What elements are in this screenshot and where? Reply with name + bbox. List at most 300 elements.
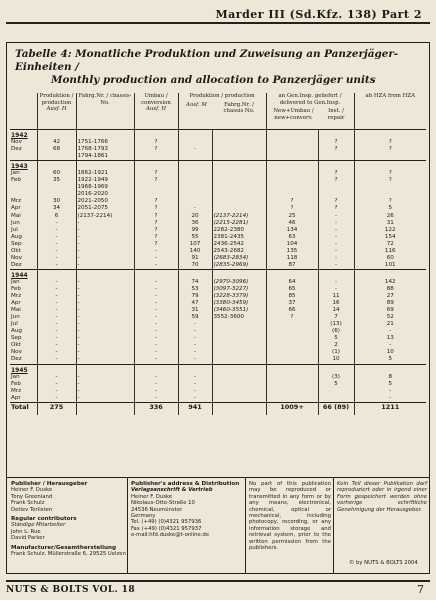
table-row (10, 388, 426, 395)
table-cell (212, 388, 266, 395)
table-cell: 11 (318, 293, 354, 300)
table-cell: 53 (178, 286, 212, 293)
table-cell: - (134, 314, 178, 321)
month-cell: Feb (11, 285, 21, 292)
table-cell: ? (134, 139, 178, 146)
table-cell: - (178, 321, 212, 328)
col-production-h: Produktion / production Ausf. H (37, 93, 76, 130)
table-cell (266, 364, 318, 374)
table-cell: ? (134, 213, 178, 220)
year-row (10, 161, 426, 171)
table-row (10, 300, 426, 307)
month-cell: Dez (10, 146, 37, 161)
table-cell: ? (318, 170, 354, 177)
table-cell (266, 342, 318, 349)
col-conversion: Umbau / conversion Ausf. H (134, 93, 178, 130)
table-cell: - (37, 395, 76, 403)
year-label: 1945 (11, 366, 28, 374)
table-row (10, 395, 426, 403)
total-production-m: 941 (178, 402, 212, 415)
year-label: 1942 (11, 132, 28, 139)
table-cell: ? (354, 198, 426, 205)
table-cell: - (134, 356, 178, 364)
table-cell: 2381-2435 (212, 234, 266, 241)
table-cell: 140 (178, 248, 212, 255)
table-cell (354, 130, 426, 140)
table-cell: 70 (178, 262, 212, 270)
table-cell: 47 (178, 300, 212, 307)
table-cell: - (354, 342, 426, 349)
table-cell: 74 (178, 279, 212, 286)
table-cell: - (76, 279, 134, 286)
table-row (10, 349, 426, 356)
table-cell: 116 (354, 248, 426, 255)
table-cell (212, 170, 266, 177)
table-cell (212, 374, 266, 381)
table-cell: - (37, 241, 76, 248)
table-cell: ? (134, 241, 178, 248)
table-cell: 2 (318, 342, 354, 349)
table-cell: 122 (354, 227, 426, 234)
table-cell: - (178, 146, 212, 161)
table-cell: 10 (354, 349, 426, 356)
table-cell: 14 (318, 307, 354, 314)
table-cell: 142 (354, 279, 426, 286)
table-cell: 13 (354, 335, 426, 342)
table-cell (37, 161, 76, 171)
table-cell: - (318, 241, 354, 248)
copyright: © by NUTS & BOLTS 2004 (349, 560, 418, 566)
month-cell: Mrz (11, 387, 22, 394)
table-cell: - (76, 286, 134, 293)
address-subheading: Verlagsanschrift & Vertrieb (131, 487, 213, 494)
month-cell: Apr (11, 300, 21, 307)
table-cell: - (76, 248, 134, 255)
table-cell: 7 (318, 314, 354, 321)
table-row (10, 314, 426, 321)
notice-german: Kein Teil dieser Publikation darf reproduziert oder in irgend einer Form gespeichert werden ohne vorherige schriftliche Genehmigung der Herausgeber. (337, 481, 427, 513)
table-cell: 85 (266, 293, 318, 300)
table-cell: - (134, 395, 178, 403)
address-line: Nikolaus-Otto-Straße 10 (131, 500, 195, 507)
table-cell: 30 (37, 198, 76, 205)
table-row (10, 205, 426, 212)
month-cell: Okt (11, 342, 21, 349)
table-cell: - (134, 388, 178, 395)
table-cell: - (76, 321, 134, 328)
month-cell: Dez (10, 262, 37, 270)
table-row (10, 241, 426, 248)
table-cell (76, 161, 134, 171)
table-row (10, 146, 426, 161)
table-cell (178, 161, 212, 171)
table-row (10, 335, 426, 342)
month-cell: Jul (11, 226, 18, 233)
table-cell (266, 321, 318, 328)
table-cell: - (37, 328, 76, 335)
table-row (10, 286, 426, 293)
table-cell (266, 161, 318, 171)
table-cell: 2051-2075 (76, 205, 134, 212)
table-cell: (2137-2214) (212, 213, 266, 220)
table-cell: - (134, 248, 178, 255)
table-cell: - (178, 349, 212, 356)
month-cell: Nov (11, 254, 22, 261)
table-cell: 101 (354, 262, 426, 270)
contributor-name: John L. Rue (11, 528, 41, 535)
table-cell (266, 395, 318, 403)
table-cell: - (76, 262, 134, 270)
table-cell: - (76, 227, 134, 234)
table-cell (266, 269, 318, 279)
total-chassis-h (76, 402, 134, 415)
col-production-m: Produktion / production Ausf. M Fahrg.Nr. / chassis No. (178, 93, 266, 130)
table-cell (37, 269, 76, 279)
total-chassis-m (212, 402, 266, 415)
total-from-hza: 1211 (354, 402, 426, 415)
table-cell: 8 (354, 374, 426, 381)
table-row (10, 321, 426, 328)
table-row (10, 307, 426, 314)
table-cell: 134 (266, 227, 318, 234)
table-cell: (3380-3459) (212, 300, 266, 307)
table-cell: 21 (354, 321, 426, 328)
table-cell: - (76, 241, 134, 248)
table-cell: 89 (354, 300, 426, 307)
table-cell: 26 (354, 213, 426, 220)
table-cell (212, 328, 266, 335)
table-cell: - (76, 220, 134, 227)
table-cell: (3460-3551) (212, 307, 266, 314)
table-cell: - (178, 335, 212, 342)
table-cell (212, 381, 266, 388)
table-cell: - (134, 328, 178, 335)
table-cell: - (76, 335, 134, 342)
table-row (10, 262, 426, 270)
month-cell: Mai (11, 307, 21, 314)
imprint-divider (245, 478, 246, 573)
table-cell: - (37, 279, 76, 286)
table-cell: - (76, 395, 134, 403)
table-cell: 55 (178, 234, 212, 241)
table-cell: ? (266, 205, 318, 212)
footer-rule (6, 580, 430, 582)
imprint-divider (333, 478, 334, 573)
table-row (10, 220, 426, 227)
month-cell: Sep (11, 335, 22, 342)
table-cell (212, 269, 266, 279)
table-title (15, 48, 423, 87)
table-cell: 2543-2682 (212, 248, 266, 255)
table-cell: ? (134, 205, 178, 212)
table-cell: 2021-2050 (76, 198, 134, 205)
table-cell: - (134, 300, 178, 307)
table-cell (266, 130, 318, 140)
table-cell (212, 356, 266, 364)
table-cell: ? (318, 139, 354, 146)
table-cell (266, 388, 318, 395)
table-cell: 91 (178, 255, 212, 262)
table-cell: - (318, 213, 354, 220)
total-delivered: 1009+ (266, 402, 318, 415)
table-cell: (3097-3227) (212, 286, 266, 293)
contributors-heading: Regular contributors (11, 516, 77, 523)
table-cell (212, 342, 266, 349)
table-cell (178, 139, 212, 146)
table-cell: 2282-2380 (212, 227, 266, 234)
table-row (10, 177, 426, 198)
year-row (10, 269, 426, 279)
table-cell (178, 170, 212, 177)
table-cell: 1751-1766 (76, 139, 134, 146)
month-cell: Mrz (11, 293, 22, 300)
table-cell: ? (318, 198, 354, 205)
table-cell (134, 161, 178, 171)
table-cell: 5 (354, 356, 426, 364)
month-cell: Jun (11, 219, 20, 226)
imprint-box (6, 478, 430, 574)
table-cell: - (134, 381, 178, 388)
month-cell: Aug (11, 233, 22, 240)
table-cell (266, 335, 318, 342)
table-cell (212, 161, 266, 171)
address-line: Fax (+49) (0)4321 957937 (131, 525, 202, 532)
month-cell: Jan (11, 373, 20, 380)
table-row (10, 381, 426, 388)
table-cell: ? (318, 205, 354, 212)
table-cell (354, 161, 426, 171)
publisher-name: Tony Greenland (11, 493, 53, 500)
table-cell: - (37, 286, 76, 293)
table-cell: ? (134, 220, 178, 227)
imprint-publishers (11, 481, 125, 557)
table-cell: - (37, 342, 76, 349)
table-row (10, 279, 426, 286)
table-cell: 37 (266, 300, 318, 307)
table-cell (212, 130, 266, 140)
table-cell: 66 (266, 307, 318, 314)
table-cell (37, 364, 76, 374)
table-cell (318, 161, 354, 171)
footer-title: NUTS & BOLTS VOL. 18 (6, 585, 135, 595)
table-cell: 104 (266, 241, 318, 248)
table-row (10, 227, 426, 234)
table-cell: - (318, 279, 354, 286)
table-cell: - (37, 307, 76, 314)
table-cell (318, 364, 354, 374)
table-cell (354, 269, 426, 279)
table-cell: 69 (354, 307, 426, 314)
table-cell (134, 130, 178, 140)
year-row (10, 130, 426, 140)
table-cell: - (318, 255, 354, 262)
table-cell: 20 (178, 213, 212, 220)
table-cell (266, 177, 318, 198)
table-cell: ? (266, 198, 318, 205)
table-cell: - (76, 314, 134, 321)
table-cell: (2683-2834) (212, 255, 266, 262)
table-cell (178, 198, 212, 205)
address-line: Heiner F. Duske (131, 493, 173, 500)
table-cell: - (178, 328, 212, 335)
production-table (10, 93, 426, 415)
table-cell: - (178, 205, 212, 212)
publisher-heading: Publisher / Herausgeber (11, 481, 88, 487)
table-cell (134, 364, 178, 374)
table-cell (266, 170, 318, 177)
table-cell: - (134, 374, 178, 381)
table-cell: - (318, 220, 354, 227)
table-cell: - (76, 374, 134, 381)
table-cell (212, 139, 266, 146)
table-cell: - (134, 262, 178, 270)
table-cell: (1) (318, 349, 354, 356)
table-cell (266, 146, 318, 161)
table-cell (212, 335, 266, 342)
manufacturer-heading: Manufacturer/Gesamtherstellung (11, 544, 116, 551)
month-cell: Mrz (11, 198, 22, 205)
table-frame (6, 42, 430, 478)
table-cell: - (37, 388, 76, 395)
table-cell: 3552-3600 (212, 314, 266, 321)
table-cell: ? (354, 170, 426, 177)
table-cell (266, 356, 318, 364)
table-cell: - (76, 356, 134, 364)
table-cell: ? (354, 177, 426, 198)
month-cell: Jan (11, 170, 20, 177)
month-cell: Okt (11, 247, 21, 254)
table-cell (178, 269, 212, 279)
table-cell: (2835-2969) (212, 262, 266, 270)
table-cell: - (37, 381, 76, 388)
total-label: Total (10, 402, 37, 415)
table-cell: - (37, 314, 76, 321)
table-cell: - (178, 395, 212, 403)
table-cell: 68 (37, 146, 76, 161)
table-cell: - (134, 279, 178, 286)
table-cell: - (178, 342, 212, 349)
col-chassis-h: Fahrg.Nr. / chassis-No. (76, 93, 134, 130)
table-cell: - (178, 356, 212, 364)
table-cell: - (76, 293, 134, 300)
table-cell (318, 395, 354, 403)
table-cell (178, 364, 212, 374)
table-cell: - (76, 342, 134, 349)
table-cell: - (37, 262, 76, 270)
month-cell: Nov (11, 349, 22, 356)
table-cell: - (134, 349, 178, 356)
month-header (10, 93, 37, 130)
col-from-hza: ab HZA from HZA (354, 93, 426, 130)
table-cell: - (318, 248, 354, 255)
table-cell: - (134, 342, 178, 349)
table-cell: - (318, 227, 354, 234)
table-cell (178, 177, 212, 198)
table-row (10, 255, 426, 262)
table-row (10, 248, 426, 255)
table-cell: (2970-3096) (212, 279, 266, 286)
table-cell (266, 349, 318, 356)
table-cell: - (37, 356, 76, 364)
table-cell: - (76, 349, 134, 356)
running-header: Marder III (Sd.Kfz. 138) Part 2 (215, 8, 422, 21)
month-cell: Jul (11, 321, 18, 328)
table-cell: 99 (178, 227, 212, 234)
publisher-name: Frank Schulz (11, 500, 45, 507)
table-cell: - (134, 321, 178, 328)
title-line-1: Tabelle 4: Monatliche Produktion und Zuweisung an Panzerjäger-Einheiten / (15, 48, 399, 73)
table-cell (212, 205, 266, 212)
title-line-2: Monthly production and allocation to Panzerjäger units (51, 74, 376, 86)
table-cell: (2215-2281) (212, 220, 266, 227)
month-cell: Sep (11, 240, 22, 247)
table-row (10, 170, 426, 177)
table-cell: ? (134, 177, 178, 198)
table-cell: - (76, 328, 134, 335)
table-cell: ? (134, 227, 178, 234)
table-cell: (13) (318, 321, 354, 328)
table-cell (212, 395, 266, 403)
imprint-divider (127, 478, 128, 573)
table-cell: (3228-3379) (212, 293, 266, 300)
table-cell (212, 364, 266, 374)
table-row (10, 374, 426, 381)
table-cell: 35 (37, 177, 76, 198)
table-cell (266, 374, 318, 381)
total-repair: 66 (89) (318, 402, 354, 415)
month-cell: Feb (11, 380, 21, 387)
manufacturer-text: Frank Schulz, Müllerstraße 6, 29525 Uelzen (11, 551, 126, 558)
contributors-subheading: Ständige Mitarbeiter (11, 522, 66, 529)
year-label: 1944 (11, 271, 28, 279)
table-cell: - (354, 388, 426, 395)
table-cell: - (354, 395, 426, 403)
table-cell: 31 (354, 220, 426, 227)
table-cell: 25 (266, 213, 318, 220)
table-cell: - (37, 349, 76, 356)
table-cell: ? (318, 146, 354, 161)
table-cell: ? (354, 139, 426, 146)
table-cell: 5 (318, 381, 354, 388)
table-cell (134, 269, 178, 279)
table-header-row (10, 93, 426, 130)
table-cell: 118 (266, 255, 318, 262)
notice-english: No part of this publication may be reproduced or transmitted in any form or by any means, electronical, chemical, optical or mechanical, including photocopy, recording, or any information storage and retrieval system, prior to the written permission from the publishers. (249, 481, 331, 552)
table-cell: ? (134, 234, 178, 241)
email-link[interactable]: e-mail:hfd.duske@t-online.de (131, 532, 210, 539)
table-cell (212, 321, 266, 328)
table-cell: - (37, 220, 76, 227)
table-cell: 60 (37, 170, 76, 177)
table-cell: 5 (354, 381, 426, 388)
page-number: 7 (417, 583, 424, 596)
table-cell: - (354, 328, 426, 335)
col-delivered: an Gen.Insp. geliefert / delivered to Gen.Insp. New+Umbau / new+converv. Inst. / repair (266, 93, 354, 130)
table-cell: 10 (318, 356, 354, 364)
table-cell: - (134, 307, 178, 314)
table-cell (212, 177, 266, 198)
table-cell: - (76, 381, 134, 388)
table-cell: - (37, 300, 76, 307)
table-cell: 87 (266, 262, 318, 270)
contributor-name: David Parker (11, 535, 45, 542)
year-label: 1943 (11, 163, 28, 171)
header-rule (6, 22, 430, 24)
table-cell: - (178, 381, 212, 388)
table-cell (318, 388, 354, 395)
table-cell: 16 (318, 300, 354, 307)
month-cell: Apr (10, 395, 37, 403)
